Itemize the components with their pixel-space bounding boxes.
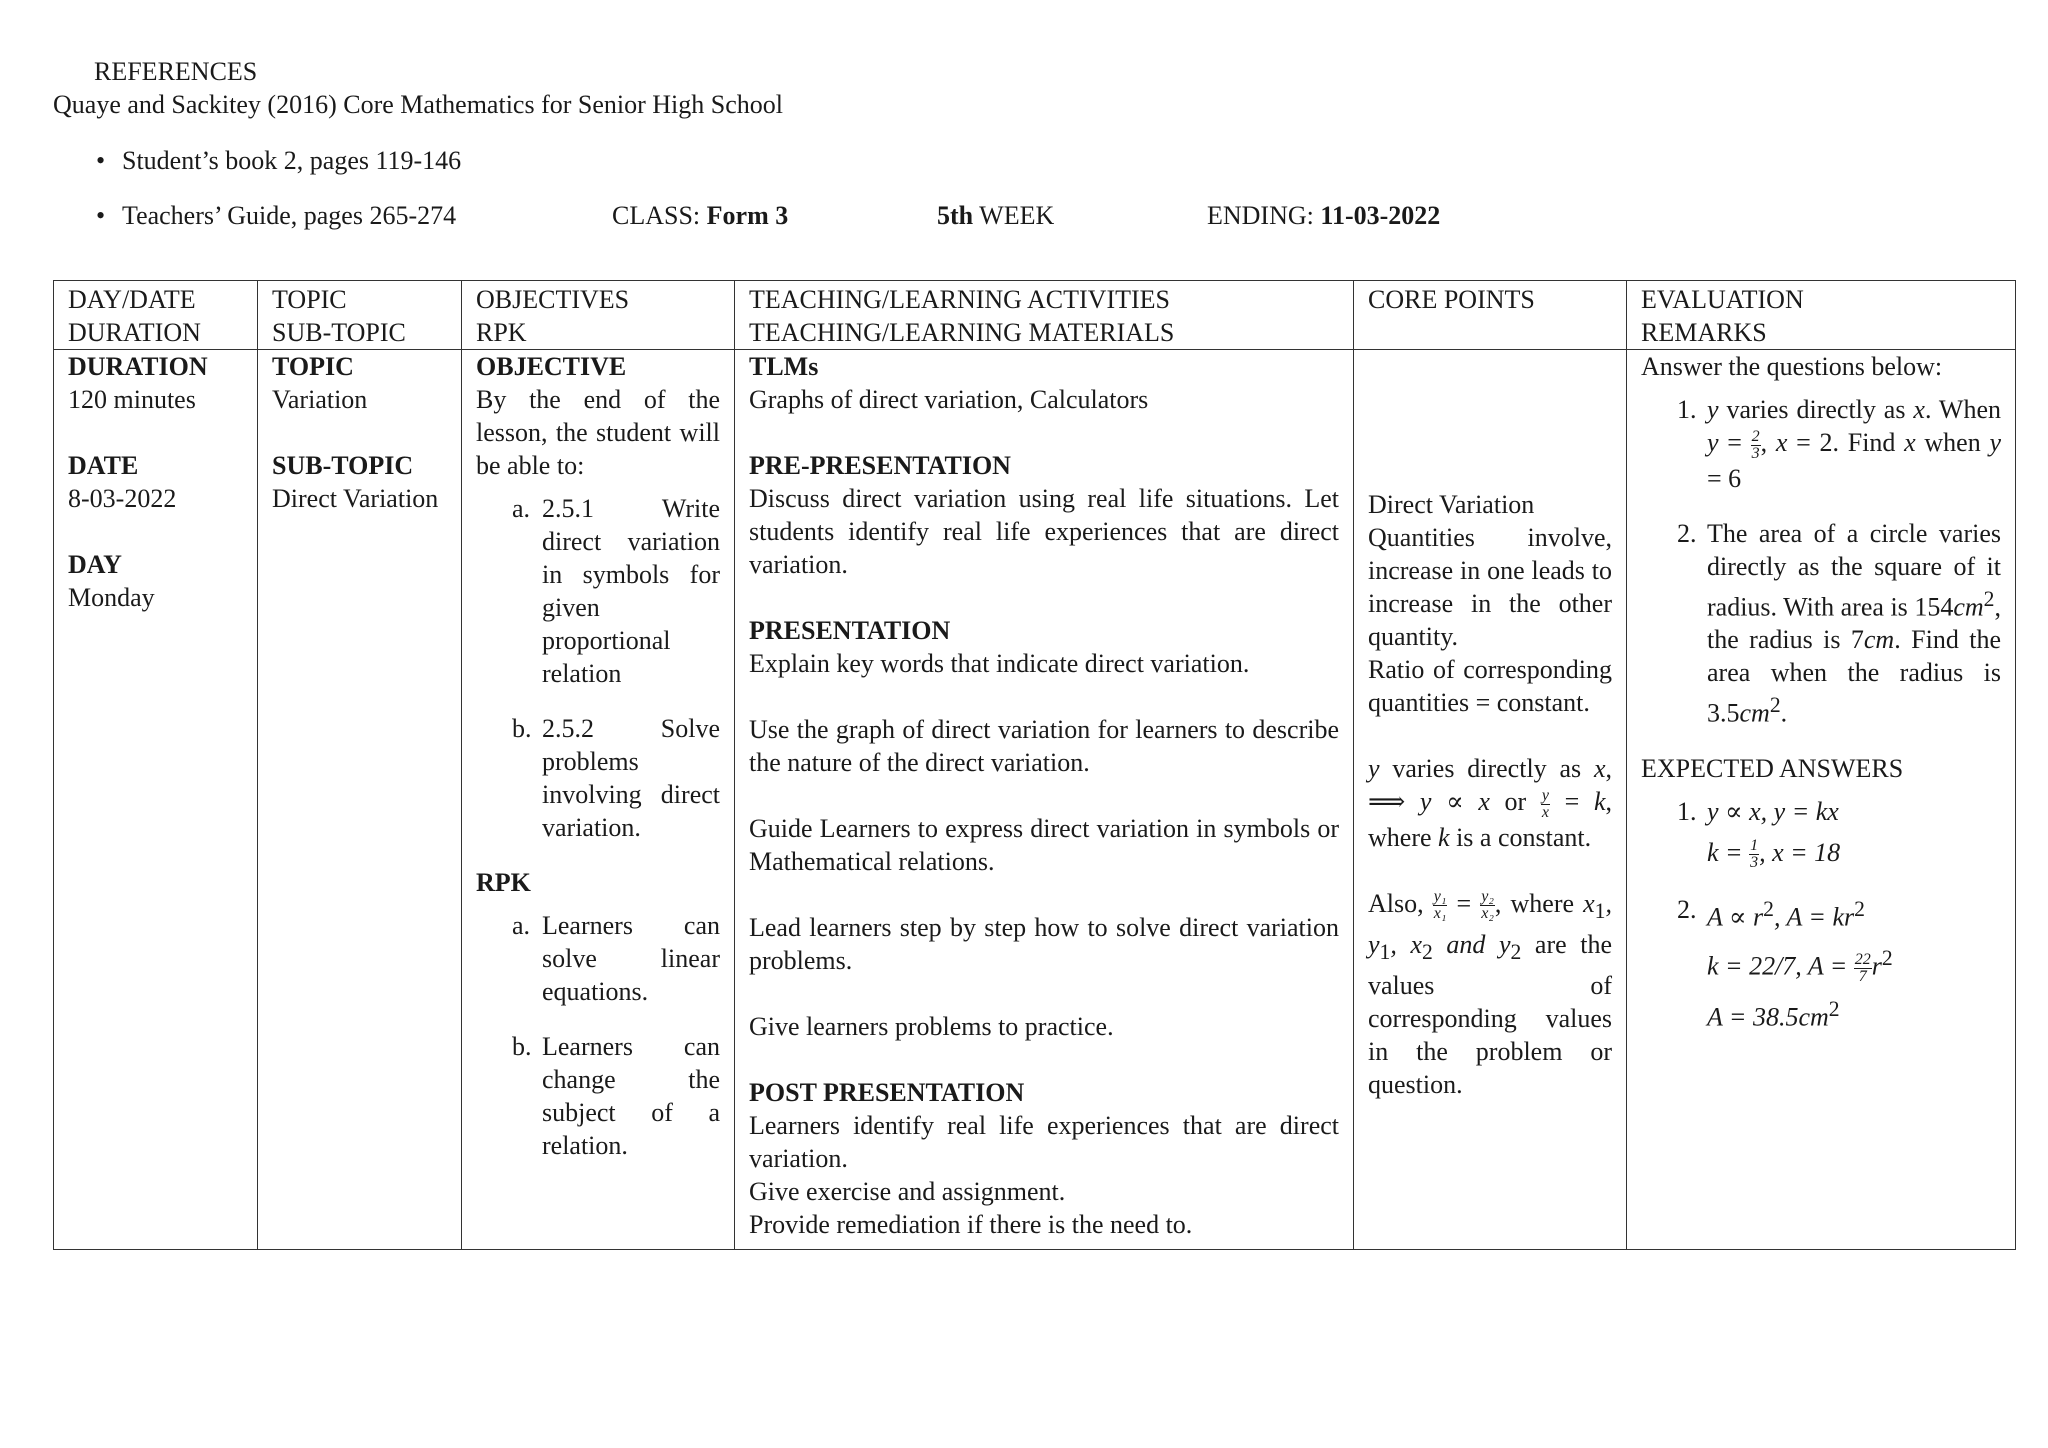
day-cell — [54, 350, 258, 1250]
header-evaluation: EVALUATION REMARKS — [1627, 281, 2016, 350]
presentation-label: PRESENTATION — [749, 616, 951, 645]
lesson-plan-table — [53, 280, 2016, 1250]
fraction: $\frac{\text{y₂}}{\text{x₂}}$ — [1481, 888, 1494, 923]
header-objectives: OBJECTIVES RPK — [462, 281, 735, 350]
week-label: WEEK — [979, 201, 1055, 230]
ending-info — [1207, 199, 1440, 232]
list-item: a. Learners can solve linear equations. — [512, 911, 720, 1006]
evaluation-cell — [1627, 350, 2016, 1250]
class-value: Form 3 — [706, 201, 789, 230]
core-points-cell — [1354, 350, 1627, 1250]
post-presentation-line: Learners identify real life experiences that are direct variation. — [749, 1111, 1339, 1173]
date-value: 8-03-2022 — [68, 484, 177, 513]
fraction: $\frac{\text{y₁}}{\text{x₁}}$ — [1433, 888, 1447, 923]
activities-cell — [735, 350, 1354, 1250]
table-row — [54, 350, 2016, 1250]
rpk-list — [476, 909, 720, 1162]
pre-presentation-text: Discuss direct variation using real life situations. Let students identify real life experiences that are direct variation. — [749, 484, 1339, 579]
header-activities: TEACHING/LEARNING ACTIVITIES TEACHING/LEARNING MATERIALS — [735, 281, 1354, 350]
bullet-icon: • — [96, 201, 106, 230]
bullet-icon: • — [96, 146, 106, 175]
list-item: b. Learners can change the subject of a relation. — [512, 1032, 720, 1160]
class-info — [612, 199, 788, 232]
bullet-text: Student’s book 2, pages 119-146 — [122, 146, 462, 175]
duration-value: 120 minutes — [68, 385, 196, 414]
rpk-label: RPK — [476, 868, 531, 897]
week-info — [937, 199, 1054, 232]
topic-value: Variation — [272, 385, 368, 414]
fraction: $\frac{1}{3}$ — [1750, 837, 1759, 872]
core-point-formula: y varies directly as x, ⟹ y ∝ x or $\frac{y}{x}$ = k, where k is a constant. — [1368, 754, 1612, 852]
duration-label: DURATION — [68, 352, 208, 381]
subtopic-value: Direct Variation — [272, 484, 439, 513]
references-title: REFERENCES — [94, 57, 258, 86]
header-day: DAY/DATE DURATION — [54, 281, 258, 350]
answer-list — [1641, 795, 2001, 1034]
bullet-text: Teachers’ Guide, pages 265-274 — [122, 201, 457, 230]
list-item: 2. $A \propto r^2$, $A = kr^2$ k = 22/7, A = $\frac{22}{7}$ $r^2$ $A = 38.5cm^2$ — [1677, 895, 1893, 1032]
topic-cell — [258, 350, 462, 1250]
presentation-paragraph: Use the graph of direct variation for learners to describe the nature of the direct variation. — [749, 715, 1339, 777]
fraction: $\frac{22}{7}$ — [1854, 951, 1871, 986]
topic-label: TOPIC — [272, 352, 354, 381]
day-value: Monday — [68, 583, 155, 612]
list-item: b. 2.5.2 Solve problems involving direct variation. — [512, 714, 720, 842]
table-header-row — [54, 281, 2016, 350]
presentation-paragraph: Guide Learners to express direct variation in symbols or Mathematical relations. — [749, 814, 1339, 876]
fraction: $\frac{y}{x}$ — [1541, 786, 1549, 821]
core-point: Quantities involve, increase in one leads to increase in the other quantity. — [1368, 523, 1612, 651]
list-item: 2. The area of a circle varies directly as the square of it radius. With area is $154cm^2$, the radius is 7cm. Find the area when the radius is $3.5cm^2$. — [1677, 518, 2001, 728]
expected-answers-label: EXPECTED ANSWERS — [1641, 753, 1904, 783]
list-item: 1. y varies directly as x. When y = $\frac{2}{3}$ , x = 2. Find x when y = 6 — [1677, 395, 2001, 493]
class-label: CLASS: — [612, 201, 701, 230]
question-list — [1641, 393, 2001, 730]
tlms-value: Graphs of direct variation, Calculators — [749, 385, 1149, 414]
presentation-paragraph: Give learners problems to practice. — [749, 1012, 1114, 1041]
objectives-cell — [462, 350, 735, 1250]
fraction: $\frac{2}{3}$ — [1751, 427, 1760, 462]
pre-presentation-label: PRE-PRESENTATION — [749, 451, 1011, 480]
day-label: DAY — [68, 550, 122, 579]
header-topic: TOPIC SUB-TOPIC — [258, 281, 462, 350]
date-label: DATE — [68, 451, 139, 480]
presentation-paragraph: Explain key words that indicate direct variation. — [749, 649, 1250, 678]
post-presentation-label: POST PRESENTATION — [749, 1078, 1025, 1107]
objective-intro: By the end of the lesson, the student will be able to: — [476, 385, 720, 480]
post-presentation-line: Provide remediation if there is the need to. — [749, 1210, 1193, 1239]
core-title: Direct Variation — [1368, 490, 1535, 519]
objective-list — [476, 492, 720, 844]
week-value: 5th — [937, 201, 974, 230]
core-point-ratio: Also, $\frac{\text{y₁}}{\text{x₁}}$ = $\frac{\text{y₂}}{\text{x₂}}$ , where $x_1$, $y_1$, $x_2$ and $y_2$ are the values of corresponding values in the problem or question. — [1368, 888, 1612, 1099]
bullet-item — [96, 199, 456, 232]
list-item: 1. y ∝ x, y = kx k = $\frac{1}{3}$ , x = 18 — [1677, 796, 1841, 872]
subtopic-label: SUB-TOPIC — [272, 451, 414, 480]
reference-book: Quaye and Sackitey (2016) Core Mathematics for Senior High School — [53, 90, 783, 119]
presentation-paragraph: Lead learners step by step how to solve direct variation problems. — [749, 913, 1339, 975]
tlms-label: TLMs — [749, 352, 819, 381]
list-item: a. 2.5.1 Write direct variation in symbols for given proportional relation — [512, 494, 720, 688]
objective-label: OBJECTIVE — [476, 352, 627, 381]
post-presentation-line: Give exercise and assignment. — [749, 1177, 1066, 1206]
ending-label: ENDING: — [1207, 201, 1314, 230]
bullet-item — [96, 144, 461, 177]
evaluation-intro: Answer the questions below: — [1641, 352, 1943, 381]
core-point: Ratio of corresponding quantities = constant. — [1368, 655, 1612, 717]
ending-value: 11-03-2022 — [1320, 201, 1441, 230]
header-core-points: CORE POINTS — [1354, 281, 1627, 350]
